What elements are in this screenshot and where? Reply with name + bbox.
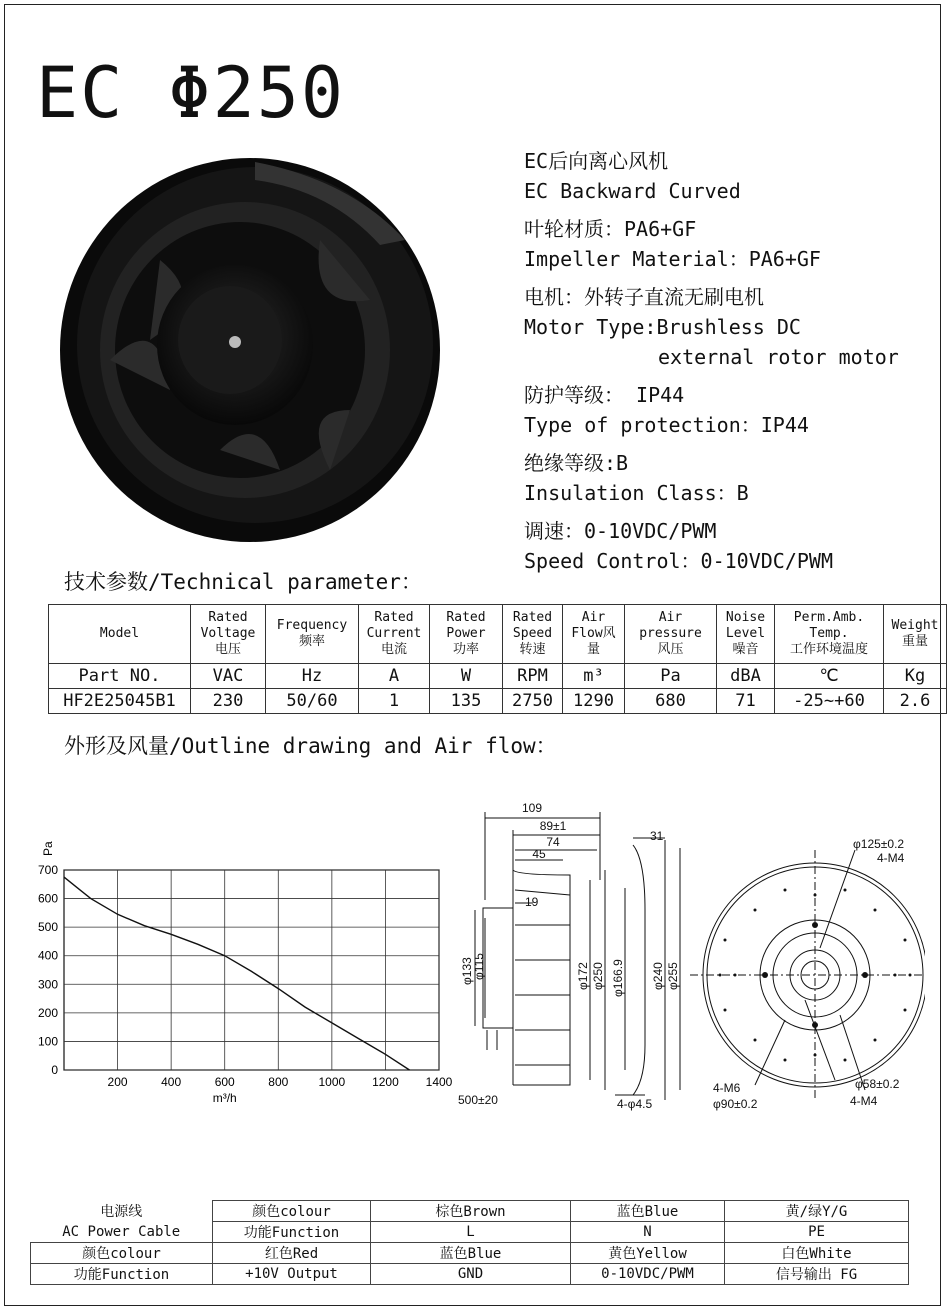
tech-unit-cell: W	[430, 664, 503, 689]
tech-header-cell	[775, 605, 884, 664]
tech-header-line: Air	[581, 610, 606, 625]
tech-header-cell	[359, 605, 430, 664]
fan-photo	[50, 150, 445, 545]
tech-header-line: Voltage	[200, 626, 256, 641]
dim-phi133: φ133	[460, 957, 474, 985]
chart-y-tick: 400	[37, 948, 58, 963]
tech-header-line: Model	[99, 626, 140, 641]
tech-header-line: 风压	[657, 642, 684, 657]
outline-heading: 外形及风量/Outline drawing and Air flow：	[64, 734, 557, 758]
protection-cn: 防护等级： IP44	[524, 383, 685, 407]
tech-value-cell: 230	[191, 689, 266, 714]
cable-cell: 黄色Yellow	[571, 1243, 725, 1264]
spec-list	[524, 146, 899, 576]
chart-y-tick: 200	[37, 1005, 58, 1020]
chart-y-label: Pa	[41, 841, 55, 856]
tech-unit-cell: m³	[563, 664, 625, 689]
chart-x-label: m³/h	[212, 1091, 237, 1105]
dim-holes: 4-φ4.5	[617, 1097, 653, 1111]
tech-header-cell	[503, 605, 563, 664]
tech-unit-cell: RPM	[503, 664, 563, 689]
fan-type-cn: EC后向离心风机	[524, 149, 669, 173]
cable-cell: L	[371, 1222, 571, 1243]
tech-value-cell: 680	[625, 689, 717, 714]
insulation-cn: 绝缘等级:B	[524, 451, 629, 475]
cable-cell: 棕色Brown	[371, 1201, 571, 1222]
tech-unit-cell: Kg	[884, 664, 947, 689]
chart-y-tick: 600	[37, 891, 58, 906]
dim-m6: 4-M6	[713, 1081, 741, 1095]
chart-x-tick: 200	[107, 1075, 128, 1089]
tech-unit-cell: VAC	[191, 664, 266, 689]
tech-header-line: 频率	[298, 634, 325, 649]
dim-phi115: φ115	[472, 953, 486, 980]
impeller-material-en: Impeller Material：PA6+GF	[524, 247, 821, 271]
tech-header-line: Rated	[446, 610, 486, 625]
chart-y-tick: 100	[37, 1034, 58, 1049]
tech-header-cell	[49, 605, 191, 664]
tech-value-cell: 2750	[503, 689, 563, 714]
tech-value-cell: 71	[717, 689, 775, 714]
dim-phi240: φ240	[651, 962, 665, 990]
dim-phi90: φ90±0.2	[713, 1097, 758, 1111]
cable-title-cn: 电源线	[100, 1204, 143, 1220]
airflow-chart	[30, 830, 470, 1120]
chart-x-tick: 1200	[372, 1075, 399, 1089]
tech-header-line: Air	[658, 610, 683, 625]
cable-cell: 0-10VDC/PWM	[571, 1264, 725, 1285]
cable-cell: +10V Output	[213, 1264, 371, 1285]
tech-header-line: pressure	[639, 626, 702, 641]
dim-phi172: φ172	[576, 962, 590, 990]
cable-cell: N	[571, 1222, 725, 1243]
chart-frame	[64, 870, 439, 1070]
cable-cell: PE	[725, 1222, 909, 1243]
protection-en: Type of protection：IP44	[524, 413, 809, 437]
tech-value-cell: 1290	[563, 689, 625, 714]
tech-unit-cell: Hz	[266, 664, 359, 689]
tech-header-cell	[717, 605, 775, 664]
dim-cable-length: 500±20	[458, 1093, 498, 1107]
tech-header-line: 量	[586, 642, 600, 657]
tech-header-line: Level	[725, 626, 766, 641]
tech-header-line: 电压	[214, 642, 241, 657]
cable-cell: 信号输出 FG	[725, 1264, 909, 1285]
tech-header-line: 噪音	[732, 642, 759, 657]
motor-type-en: Motor Type:Brushless DC	[524, 315, 801, 339]
tech-header-line: Speed	[512, 626, 553, 641]
cable-cell: 红色Red	[213, 1243, 371, 1264]
tech-header-cell	[266, 605, 359, 664]
tech-unit-cell: ℃	[775, 664, 884, 689]
dim-phi255: φ255	[666, 962, 680, 990]
tech-unit-cell: dBA	[717, 664, 775, 689]
dim-phi125: φ125±0.2	[853, 837, 905, 851]
tech-header-line: 转速	[519, 642, 546, 657]
chart-x-tick: 800	[268, 1075, 289, 1089]
tech-heading: 技术参数/Technical parameter：	[64, 570, 422, 594]
cable-cell: 蓝色Blue	[371, 1243, 571, 1264]
tech-header-line: Rated	[374, 610, 414, 625]
tech-value-cell: HF2E25045B1	[49, 689, 191, 714]
tech-header-line: Rated	[512, 610, 553, 625]
tech-header-line: Perm.Amb.	[793, 610, 865, 625]
tech-unit-cell: A	[359, 664, 430, 689]
tech-header-line: Temp.	[809, 626, 849, 641]
dim-m4-top: 4-M4	[877, 851, 905, 865]
tech-header-line: 工作环境温度	[789, 642, 868, 657]
tech-table	[48, 604, 947, 714]
cable-cell: 颜色colour	[31, 1243, 213, 1264]
tech-header-line: 功率	[452, 642, 479, 657]
tech-header-cell	[191, 605, 266, 664]
tech-header-line: Weight	[891, 618, 939, 633]
tech-header-line: 电流	[380, 642, 407, 657]
tech-header-line: 重量	[901, 634, 928, 649]
tech-header-cell	[884, 605, 947, 664]
dim-109: 109	[521, 801, 543, 815]
cable-cell: 白色White	[725, 1243, 909, 1264]
motor-type-en-cont: external rotor motor	[658, 345, 899, 369]
dim-m4-bottom: 4-M4	[850, 1094, 878, 1108]
chart-x-tick: 600	[214, 1075, 235, 1089]
tech-header-line: Current	[366, 626, 422, 641]
speed-control-en: Speed Control：0-10VDC/PWM	[524, 549, 833, 573]
tech-value-cell: 135	[430, 689, 503, 714]
speed-control-cn: 调速：0-10VDC/PWM	[524, 519, 717, 543]
cable-cell: 功能Function	[31, 1264, 213, 1285]
dim-phi250: φ250	[591, 962, 605, 990]
cable-cell: GND	[371, 1264, 571, 1285]
tech-header-line: Flow风	[571, 626, 616, 641]
tech-header-line: Power	[446, 626, 486, 641]
tech-unit-cell: Pa	[625, 664, 717, 689]
tech-header-line: Rated	[208, 610, 248, 625]
chart-y-tick: 700	[37, 863, 58, 877]
cable-cell: 黄/绿Y/G	[725, 1201, 909, 1222]
chart-y-tick: 0	[51, 1063, 58, 1077]
chart-y-tick: 500	[37, 920, 58, 935]
tech-header-cell	[430, 605, 503, 664]
insulation-en: Insulation Class：B	[524, 481, 749, 505]
cable-title-en: AC Power Cable	[62, 1223, 181, 1240]
tech-header-cell	[563, 605, 625, 664]
tech-unit-cell: Part NO.	[49, 664, 191, 689]
tech-header-line: Noise	[725, 610, 766, 625]
tech-value-cell: 50/60	[266, 689, 359, 714]
motor-type-cn: 电机：外转子直流无刷电机	[524, 285, 764, 309]
dim-45: 45	[532, 847, 546, 861]
chart-x-tick: 1400	[425, 1075, 453, 1089]
cable-cell: 功能Function	[213, 1222, 371, 1243]
dim-19: 19	[525, 895, 539, 909]
dim-31: 31	[650, 829, 664, 843]
dim-89: 89±1	[539, 819, 567, 833]
tech-value-cell: 2.6	[884, 689, 947, 714]
tech-value-cell: 1	[359, 689, 430, 714]
cable-table	[30, 1200, 909, 1285]
dim-74: 74	[546, 835, 560, 849]
impeller-material-cn: 叶轮材质：PA6+GF	[524, 217, 697, 241]
page-title: EC Φ250	[36, 52, 346, 134]
cable-cell: 颜色colour	[213, 1201, 371, 1222]
tech-header-cell	[625, 605, 717, 664]
chart-x-tick: 400	[161, 1075, 182, 1089]
cable-cell: 蓝色Blue	[571, 1201, 725, 1222]
tech-value-cell: -25~+60	[775, 689, 884, 714]
dim-phi58: φ58±0.2	[855, 1077, 900, 1091]
dim-phi166: φ166.9	[611, 959, 625, 997]
tech-header-line: Frequency	[276, 618, 348, 633]
fan-type-en: EC Backward Curved	[524, 179, 741, 203]
chart-x-tick: 1000	[318, 1075, 346, 1089]
chart-y-tick: 300	[37, 977, 58, 992]
outline-drawing	[455, 800, 925, 1140]
